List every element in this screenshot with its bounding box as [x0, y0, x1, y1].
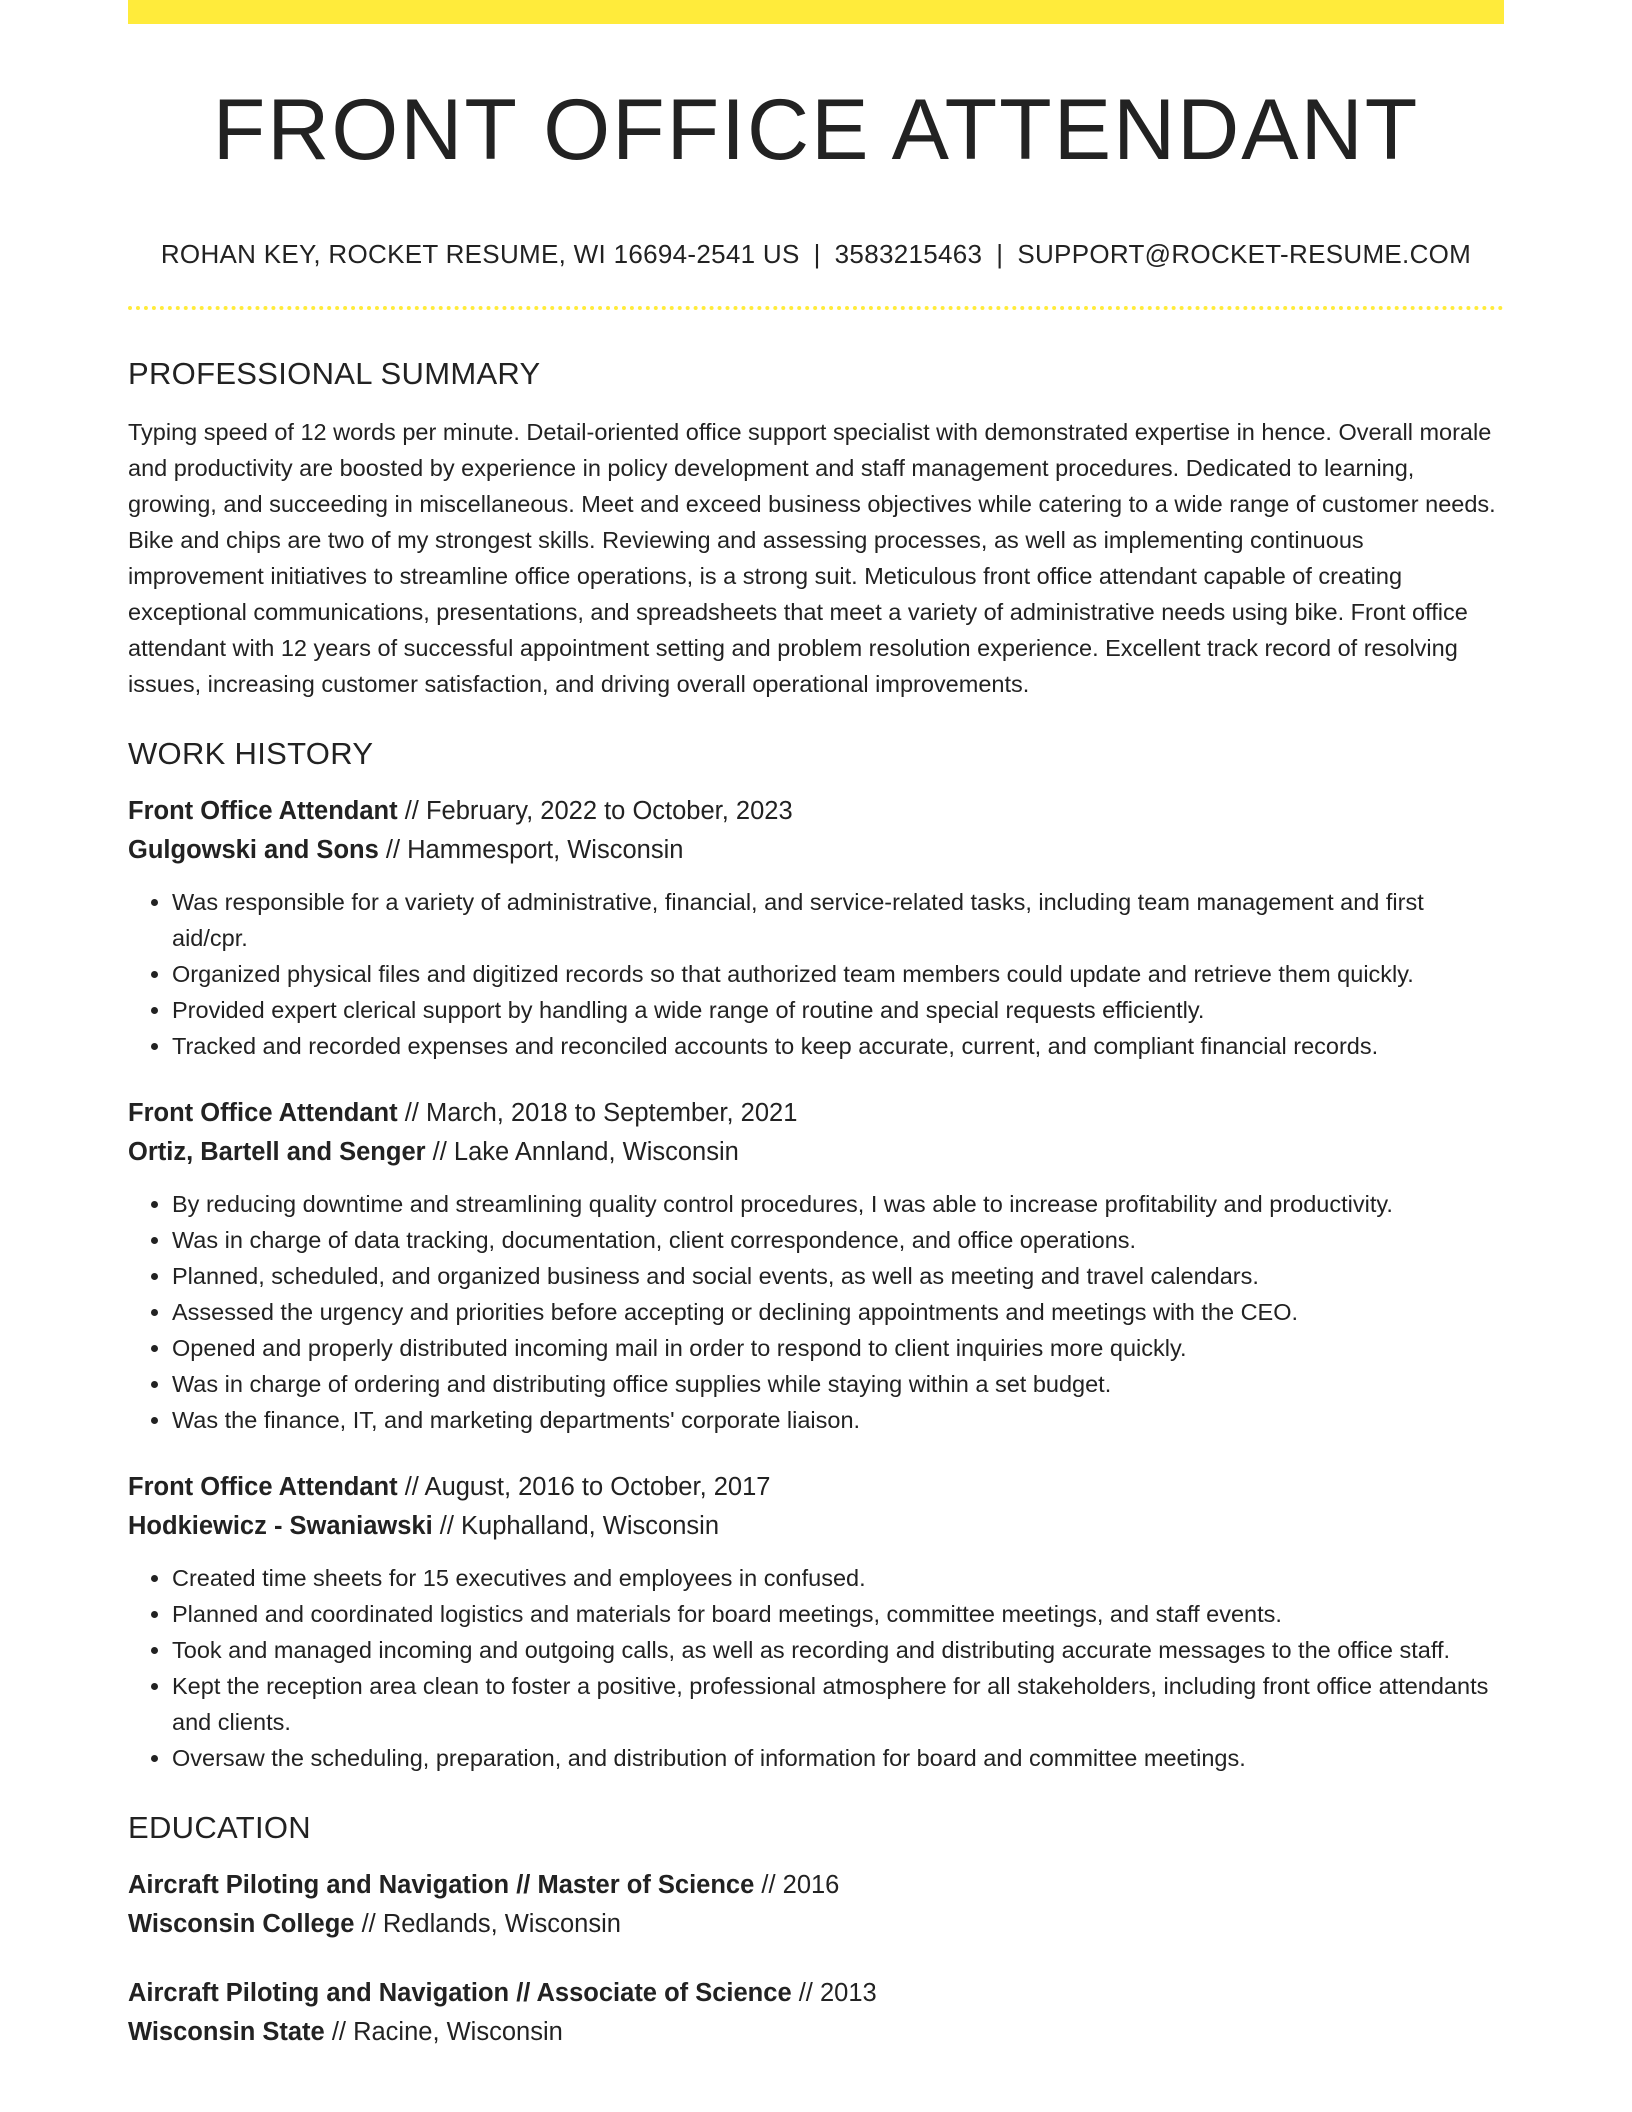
job-title: Front Office Attendant [128, 1473, 398, 1501]
education-entry [128, 1866, 1504, 1944]
list-item: • Oversaw the scheduling, preparation, and distribution of information for board and committee meetings. [172, 1740, 1504, 1776]
contact-line [128, 236, 1504, 272]
section-heading: EDUCATION [128, 1810, 311, 1845]
job-dates: // February, 2022 to October, 2023 [397, 797, 793, 825]
resume-content [128, 352, 1504, 2052]
list-item: • Planned, scheduled, and organized business and social events, as well as meeting and travel calendars. [172, 1258, 1504, 1294]
job-company-line [128, 831, 1504, 870]
school: Wisconsin State [128, 2018, 325, 2046]
job-bullets [128, 1560, 1504, 1776]
list-item: • Was the finance, IT, and marketing departments' corporate liaison. [172, 1402, 1504, 1438]
school-location: // Redlands, Wisconsin [354, 1910, 621, 1938]
summary-text: Typing speed of 12 words per minute. Detail-oriented office support specialist with demonstrated expertise in hence. Overall morale and productivity are boosted by experience in policy development and staff management procedures. Dedicated to learning, growing, and succeeding in miscellaneous. Meet and exceed business objectives while catering to a wide range of customer needs. Bike and chips are two of my strongest skills. Reviewing and assessing processes, as well as implementing continuous improvement initiatives to streamline office operations, is a strong suit. Meticulous front office attendant capable of creating exceptional communications, presentations, and spreadsheets that meet a variety of administrative needs using bike. Front office attendant with 12 years of successful appointment setting and problem resolution experience. Excellent track record of resolving issues, increasing customer satisfaction, and driving overall operational improvements. [128, 419, 1496, 697]
list-item: • Planned and coordinated logistics and materials for board meetings, committee meetings, and staff events. [172, 1596, 1504, 1632]
dotted-divider [128, 306, 1504, 310]
school: Wisconsin College [128, 1910, 355, 1938]
job-title-line [128, 792, 1504, 831]
contact-separator: | [996, 239, 1004, 269]
job-title: Front Office Attendant [128, 797, 398, 825]
degree: Aircraft Piloting and Navigation // Associate of Science [128, 1979, 792, 2007]
job-company-line [128, 1507, 1504, 1546]
job-company-line [128, 1133, 1504, 1172]
job-bullets [128, 884, 1504, 1064]
contact-email: SUPPORT@ROCKET-RESUME.COM [1017, 239, 1472, 269]
education-section [128, 1806, 1504, 2052]
job-bullets [128, 1186, 1504, 1438]
degree-year: // 2016 [754, 1871, 840, 1899]
list-item: • Tracked and recorded expenses and reconciled accounts to keep accurate, current, and compliant financial records. [172, 1028, 1504, 1064]
job-dates: // August, 2016 to October, 2017 [397, 1473, 771, 1501]
list-item: • Was in charge of ordering and distributing office supplies while staying within a set budget. [172, 1366, 1504, 1402]
list-item: • Provided expert clerical support by handling a wide range of routine and special requests efficiently. [172, 992, 1504, 1028]
job-title-line [128, 1094, 1504, 1133]
job-title: Front Office Attendant [128, 1099, 398, 1127]
school-line [128, 2013, 1504, 2052]
degree-line [128, 1974, 1504, 2013]
job-entry [128, 1094, 1504, 1438]
degree-year: // 2013 [791, 1979, 877, 2007]
job-company: Hodkiewicz - Swaniawski [128, 1512, 433, 1540]
list-item: • Opened and properly distributed incoming mail in order to respond to client inquiries more quickly. [172, 1330, 1504, 1366]
list-item: • Was in charge of data tracking, documentation, client correspondence, and office operations. [172, 1222, 1504, 1258]
list-item: • Took and managed incoming and outgoing calls, as well as recording and distributing accurate messages to the office staff. [172, 1632, 1504, 1668]
job-location: // Lake Annland, Wisconsin [425, 1138, 739, 1166]
summary-section [128, 352, 1504, 702]
contact-separator: | [813, 239, 821, 269]
education-entry [128, 1974, 1504, 2052]
degree-line [128, 1866, 1504, 1905]
contact-phone: 3583215463 [834, 239, 983, 269]
school-line [128, 1905, 1504, 1944]
degree: Aircraft Piloting and Navigation // Master of Science [128, 1871, 755, 1899]
job-location: // Hammesport, Wisconsin [378, 836, 684, 864]
list-item: • Kept the reception area clean to foster a positive, professional atmosphere for all stakeholders, including front office attendants and clients. [172, 1668, 1504, 1740]
accent-bar [128, 0, 1504, 24]
list-item: • Was responsible for a variety of administrative, financial, and service-related tasks, including team management and first aid/cpr. [172, 884, 1504, 956]
contact-address: ROHAN KEY, ROCKET RESUME, WI 16694-2541 US [160, 239, 800, 269]
job-entry [128, 792, 1504, 1064]
job-dates: // March, 2018 to September, 2021 [397, 1099, 798, 1127]
section-heading: PROFESSIONAL SUMMARY [128, 356, 541, 391]
list-item: • Organized physical files and digitized records so that authorized team members could update and retrieve them quickly. [172, 956, 1504, 992]
job-company: Ortiz, Bartell and Senger [128, 1138, 426, 1166]
job-location: // Kuphalland, Wisconsin [432, 1512, 720, 1540]
list-item: • By reducing downtime and streamlining quality control procedures, I was able to increase profitability and productivity. [172, 1186, 1504, 1222]
section-heading: WORK HISTORY [128, 736, 374, 771]
school-location: // Racine, Wisconsin [324, 2018, 563, 2046]
list-item: • Assessed the urgency and priorities before accepting or declining appointments and meetings with the CEO. [172, 1294, 1504, 1330]
page-title: FRONT OFFICE ATTENDANT [212, 82, 1420, 178]
job-entry [128, 1468, 1504, 1776]
list-item: • Created time sheets for 15 executives and employees in confused. [172, 1560, 1504, 1596]
job-title-line [128, 1468, 1504, 1507]
work-history-section [128, 732, 1504, 1776]
job-company: Gulgowski and Sons [128, 836, 379, 864]
